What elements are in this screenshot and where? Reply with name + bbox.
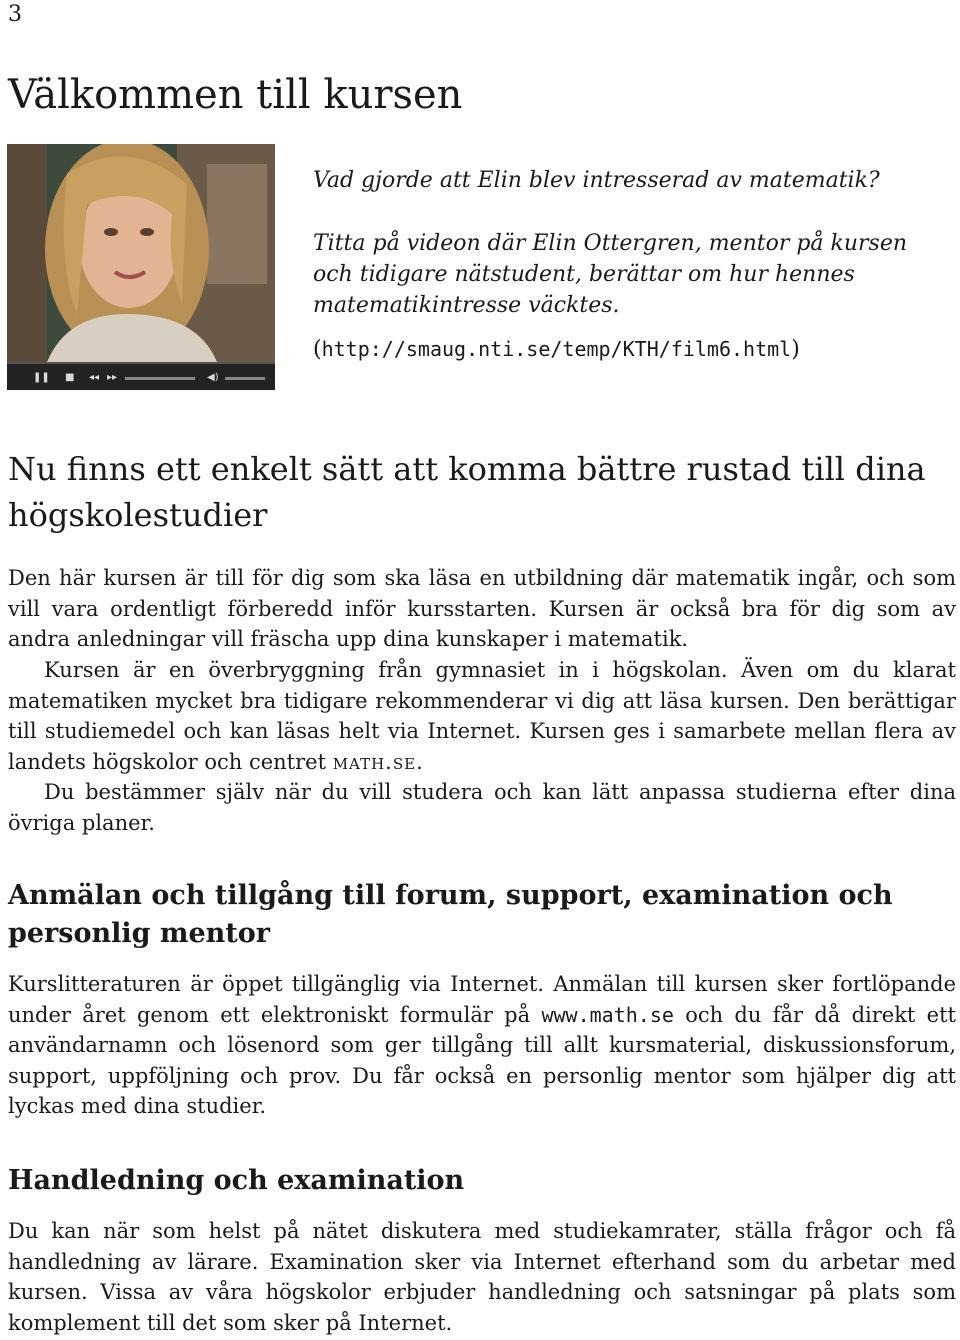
registration-paragraph (8, 969, 956, 1122)
video-question: Vad gjorde att Elin blev intresserad av matematik? (313, 168, 880, 193)
forward-icon[interactable]: ▸▸ (107, 372, 118, 383)
link-paren-open: ( (313, 337, 322, 362)
intro-paragraph-1: Den här kursen är till för dig som ska läsa en utbildning där matematik ingår, och som vill vara ordentligt förberedd inför kursstarten. Kursen är också bra för dig som av andra anledningar vill fräscha upp dina kunskaper i matematik. (8, 566, 956, 652)
pause-icon[interactable]: ❚❚ (33, 372, 50, 383)
intro-paragraph-2 (8, 655, 956, 777)
intro-paragraph-3-text: Du bestämmer själv när du vill studera och kan lätt anpassa studierna efter dina övriga planer. (8, 780, 956, 835)
registration-text-after: och du får då direkt ett användarnamn och lösenord som ger tillgång till allt kursmaterial, diskussionsforum, support, uppföljning och prov. Du får också en personlig mentor som hjälper dig att lyckas med dina studier. (8, 1002, 956, 1119)
intro-paragraph-2-text: Kursen är en överbryggning från gymnasiet in i högskolan. Även om du klarat matematiken mycket bra tidigare rekommenderar vi dig att läsa kursen. Den berättigar till studiemedel och kan läsas helt via Internet. Kursen ges i samarbete mellan flera av landets högskolor och centret (8, 658, 956, 774)
stop-icon[interactable]: ■ (65, 372, 75, 383)
volume-slider[interactable] (225, 377, 265, 380)
section-heading-registration: Anmälan och tillgång till forum, support, examination och personlig mentor (8, 880, 893, 949)
video-caption (313, 165, 953, 321)
video-link[interactable]: http://smaug.nti.se/temp/KTH/film6.html (321, 337, 792, 361)
intro-paragraph-2-end: . (416, 749, 423, 774)
section-heading-intro: Nu finns ett enkelt sätt att komma bättre rustad till dina högskolestudier (8, 450, 926, 534)
rewind-icon[interactable]: ◂◂ (89, 372, 100, 383)
video-link-line (313, 337, 800, 362)
video-thumbnail[interactable] (7, 144, 275, 362)
link-paren-close: ) (791, 337, 800, 362)
math-se-link[interactable]: www.math.se (541, 1002, 674, 1027)
video-controls (7, 362, 275, 390)
portrait-image (7, 144, 275, 362)
guidance-paragraph: Du kan när som helst på nätet diskutera med studiekamrater, ställa frågor och få handledning av lärare. Examination sker via Internet efterhand som du arbetar med kursen. Vissa av våra högskolor erbjuder handledning och satsningar på plats som komplement till det som sker på Internet. (8, 1219, 956, 1335)
video-description: Titta på videon där Elin Ottergren, mentor på kursen och tidigare nätstudent, berättar om hur hennes matematikintresse väcktes. (313, 231, 908, 318)
page-title: Välkommen till kursen (8, 72, 463, 118)
intro-paragraph-3 (8, 777, 956, 838)
section-heading-guidance: Handledning och examination (8, 1165, 465, 1196)
volume-icon[interactable]: ◀) (207, 372, 219, 383)
registration-text-before: Kurslitteraturen är öppet tillgänglig via Internet. Anmälan till kursen sker fortlöpande under året genom ett elektroniskt formulär på (8, 972, 956, 1027)
video-player[interactable] (7, 144, 275, 390)
math-se-brand: math.se (332, 749, 417, 774)
seek-slider[interactable] (125, 377, 195, 380)
page-number: 3 (8, 2, 22, 27)
